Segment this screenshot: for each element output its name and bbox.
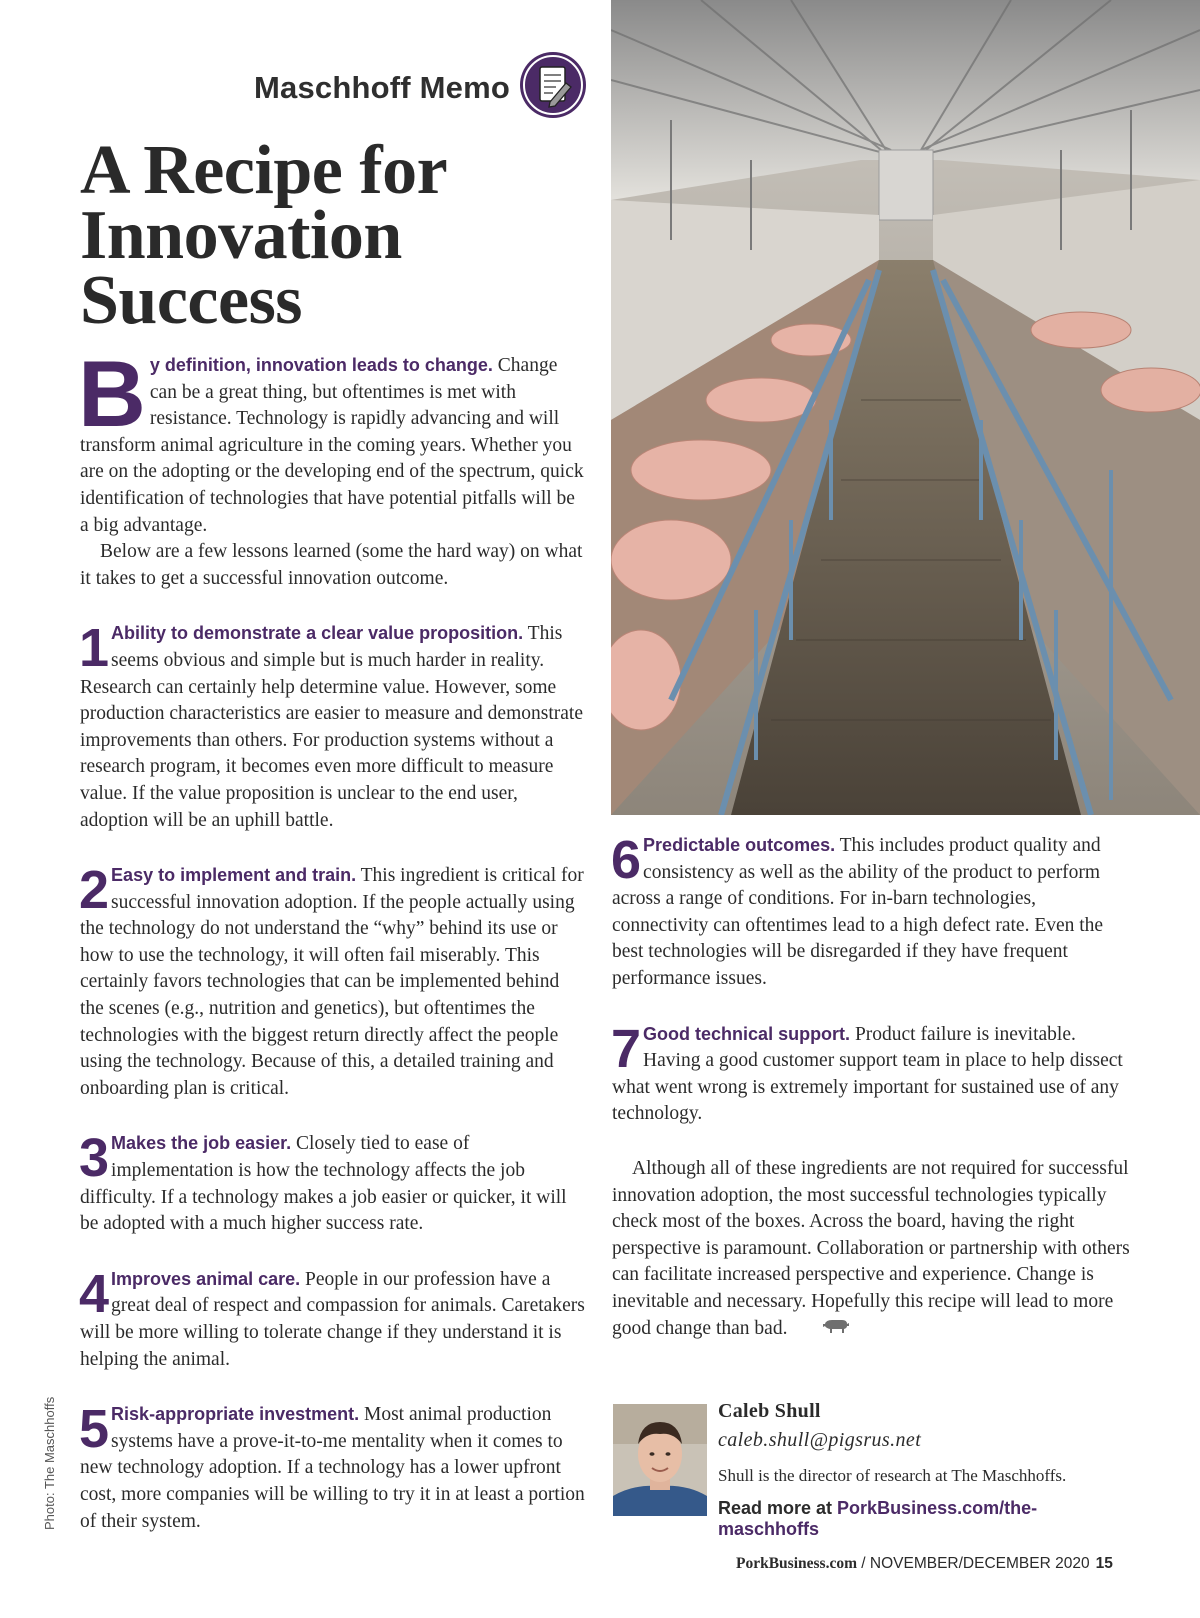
author-headshot	[613, 1404, 707, 1516]
item-text: This includes product quality and consistency as well as the ability of the product to perform across a range of conditions. For in-barn technologies, connectivity can oftentimes lead to a high defect rate. Even the best technologies will be disregarded if they have frequent performance issues.	[612, 835, 1104, 989]
item-number: 1	[79, 618, 110, 679]
item-lead-in: Risk-appropriate investment.	[111, 1404, 360, 1425]
photo-credit: Photo: The Maschhoffs	[42, 1396, 57, 1530]
article-column-right	[612, 832, 1132, 1342]
item-number: 2	[79, 860, 110, 921]
footer-site: PorkBusiness.com	[736, 1555, 857, 1572]
author-info	[718, 1400, 1138, 1540]
conclusion-text: Although all of these ingredients are not required for successful innovation adoption, the most successful technologies typically check most of the boxes. Across the board, having the right perspective is paramount. Collaboration or partnership with others can facilitate increased perspective and experience. Change is inevitable and necessary. Hopefully this recipe will lead to more good change than bad.	[612, 1157, 1130, 1339]
read-more-link[interactable]: PorkBusiness.com/the-maschhoffs	[718, 1498, 1038, 1539]
conclusion-paragraph	[612, 1156, 1132, 1342]
read-more-prefix: Read more at	[718, 1498, 838, 1518]
pig-icon	[802, 1316, 850, 1343]
item-number: 6	[611, 830, 642, 890]
article-column-left	[78, 341, 586, 1535]
item-text: Closely tied to ease of implementation is how the technology affects the job difficulty. If a technology makes a job easier or quicker, it will be adopted with a much higher success rate.	[80, 1133, 567, 1235]
intro-paragraph	[78, 341, 586, 539]
list-item	[80, 620, 586, 834]
item-text: Product failure is inevitable. Having a good customer support team in place to help dissect what went wrong is extremely important for sustained use of any technology.	[612, 1023, 1123, 1125]
page-number: 15	[1095, 1555, 1113, 1572]
item-number: 3	[79, 1128, 110, 1189]
section-title: Maschhoff Memo	[254, 70, 510, 105]
list-item	[79, 1263, 586, 1373]
page-footer	[736, 1555, 1113, 1573]
item-lead-in: Easy to implement and train.	[111, 865, 357, 886]
author-name: Caleb Shull	[718, 1400, 821, 1422]
list-item	[80, 1401, 586, 1535]
item-text: This seems obvious and simple but is much harder in reality. Research can certainly help determine value. However, some production characteristics are easier to measure and demonstrate improvements than others. For production systems without a research program, it becomes even more difficult to measure value. If the value proposition is unclear to the end user, adoption will be an uphill battle.	[80, 623, 583, 831]
item-lead-in: Good technical support.	[643, 1023, 851, 1044]
footer-issue: NOVEMBER/DECEMBER 2020	[869, 1555, 1090, 1572]
author-email[interactable]: caleb.shull@pigsrus.net	[718, 1429, 922, 1451]
item-number: 5	[79, 1399, 110, 1460]
barn-interior-photo	[611, 0, 1200, 815]
memo-notepad-pencil-icon	[520, 52, 586, 118]
item-text: People in our profession have a great deal of respect and compassion for animals. Caretakers will be more willing to tolerate change if they understand it is helping the animal.	[80, 1268, 585, 1370]
drop-cap: B	[78, 341, 146, 446]
item-number: 4	[79, 1263, 110, 1324]
author-bio: Shull is the director of research at The Maschhoffs.	[718, 1466, 1067, 1485]
list-item	[80, 862, 586, 1102]
intro-text: Change can be a great thing, but oftentimes is met with resistance. Technology is rapidly advancing and will transform animal agriculture in the coming years. Whether you are on the adopting or the developing end of the spectrum, quick identification of technologies that have potential pitfalls will be a big advantage.	[80, 355, 584, 536]
article-headline: A Recipe for Innovation Success	[80, 132, 446, 339]
intro-lead-in: y definition, innovation leads to change.	[149, 355, 493, 375]
section-header	[254, 70, 510, 106]
intro-second-paragraph: Below are a few lessons learned (some the hard way) on what it takes to get a successful innovation outcome.	[80, 541, 583, 589]
item-number: 7	[611, 1018, 642, 1079]
item-lead-in: Makes the job easier.	[111, 1133, 292, 1154]
read-more	[718, 1498, 1138, 1540]
item-text: This ingredient is critical for successful innovation adoption. If the people actually using the technology do not understand the “why” behind its use or how to use the technology, it will often fail miserably. This certainly favors technologies that can be implemented behind the scenes (e.g., nutrition and genetics), but oftentimes the technologies with the biggest return directly affect the people using the technology. Because of this, a detailed training and onboarding plan is critical.	[80, 865, 584, 1099]
item-text: Most animal production systems have a prove-it-to-me mentality when it comes to new technology adoption. If a technology has a lower upfront cost, more companies will be willing to try it in at least a portion of their system.	[80, 1404, 585, 1532]
list-item	[612, 832, 1132, 993]
list-item	[611, 1018, 1132, 1128]
item-lead-in: Improves animal care.	[111, 1268, 301, 1289]
item-lead-in: Predictable outcomes.	[643, 835, 836, 855]
list-item	[80, 1130, 586, 1237]
item-lead-in: Ability to demonstrate a clear value proposition.	[111, 623, 524, 644]
footer-separator: /	[857, 1555, 870, 1572]
